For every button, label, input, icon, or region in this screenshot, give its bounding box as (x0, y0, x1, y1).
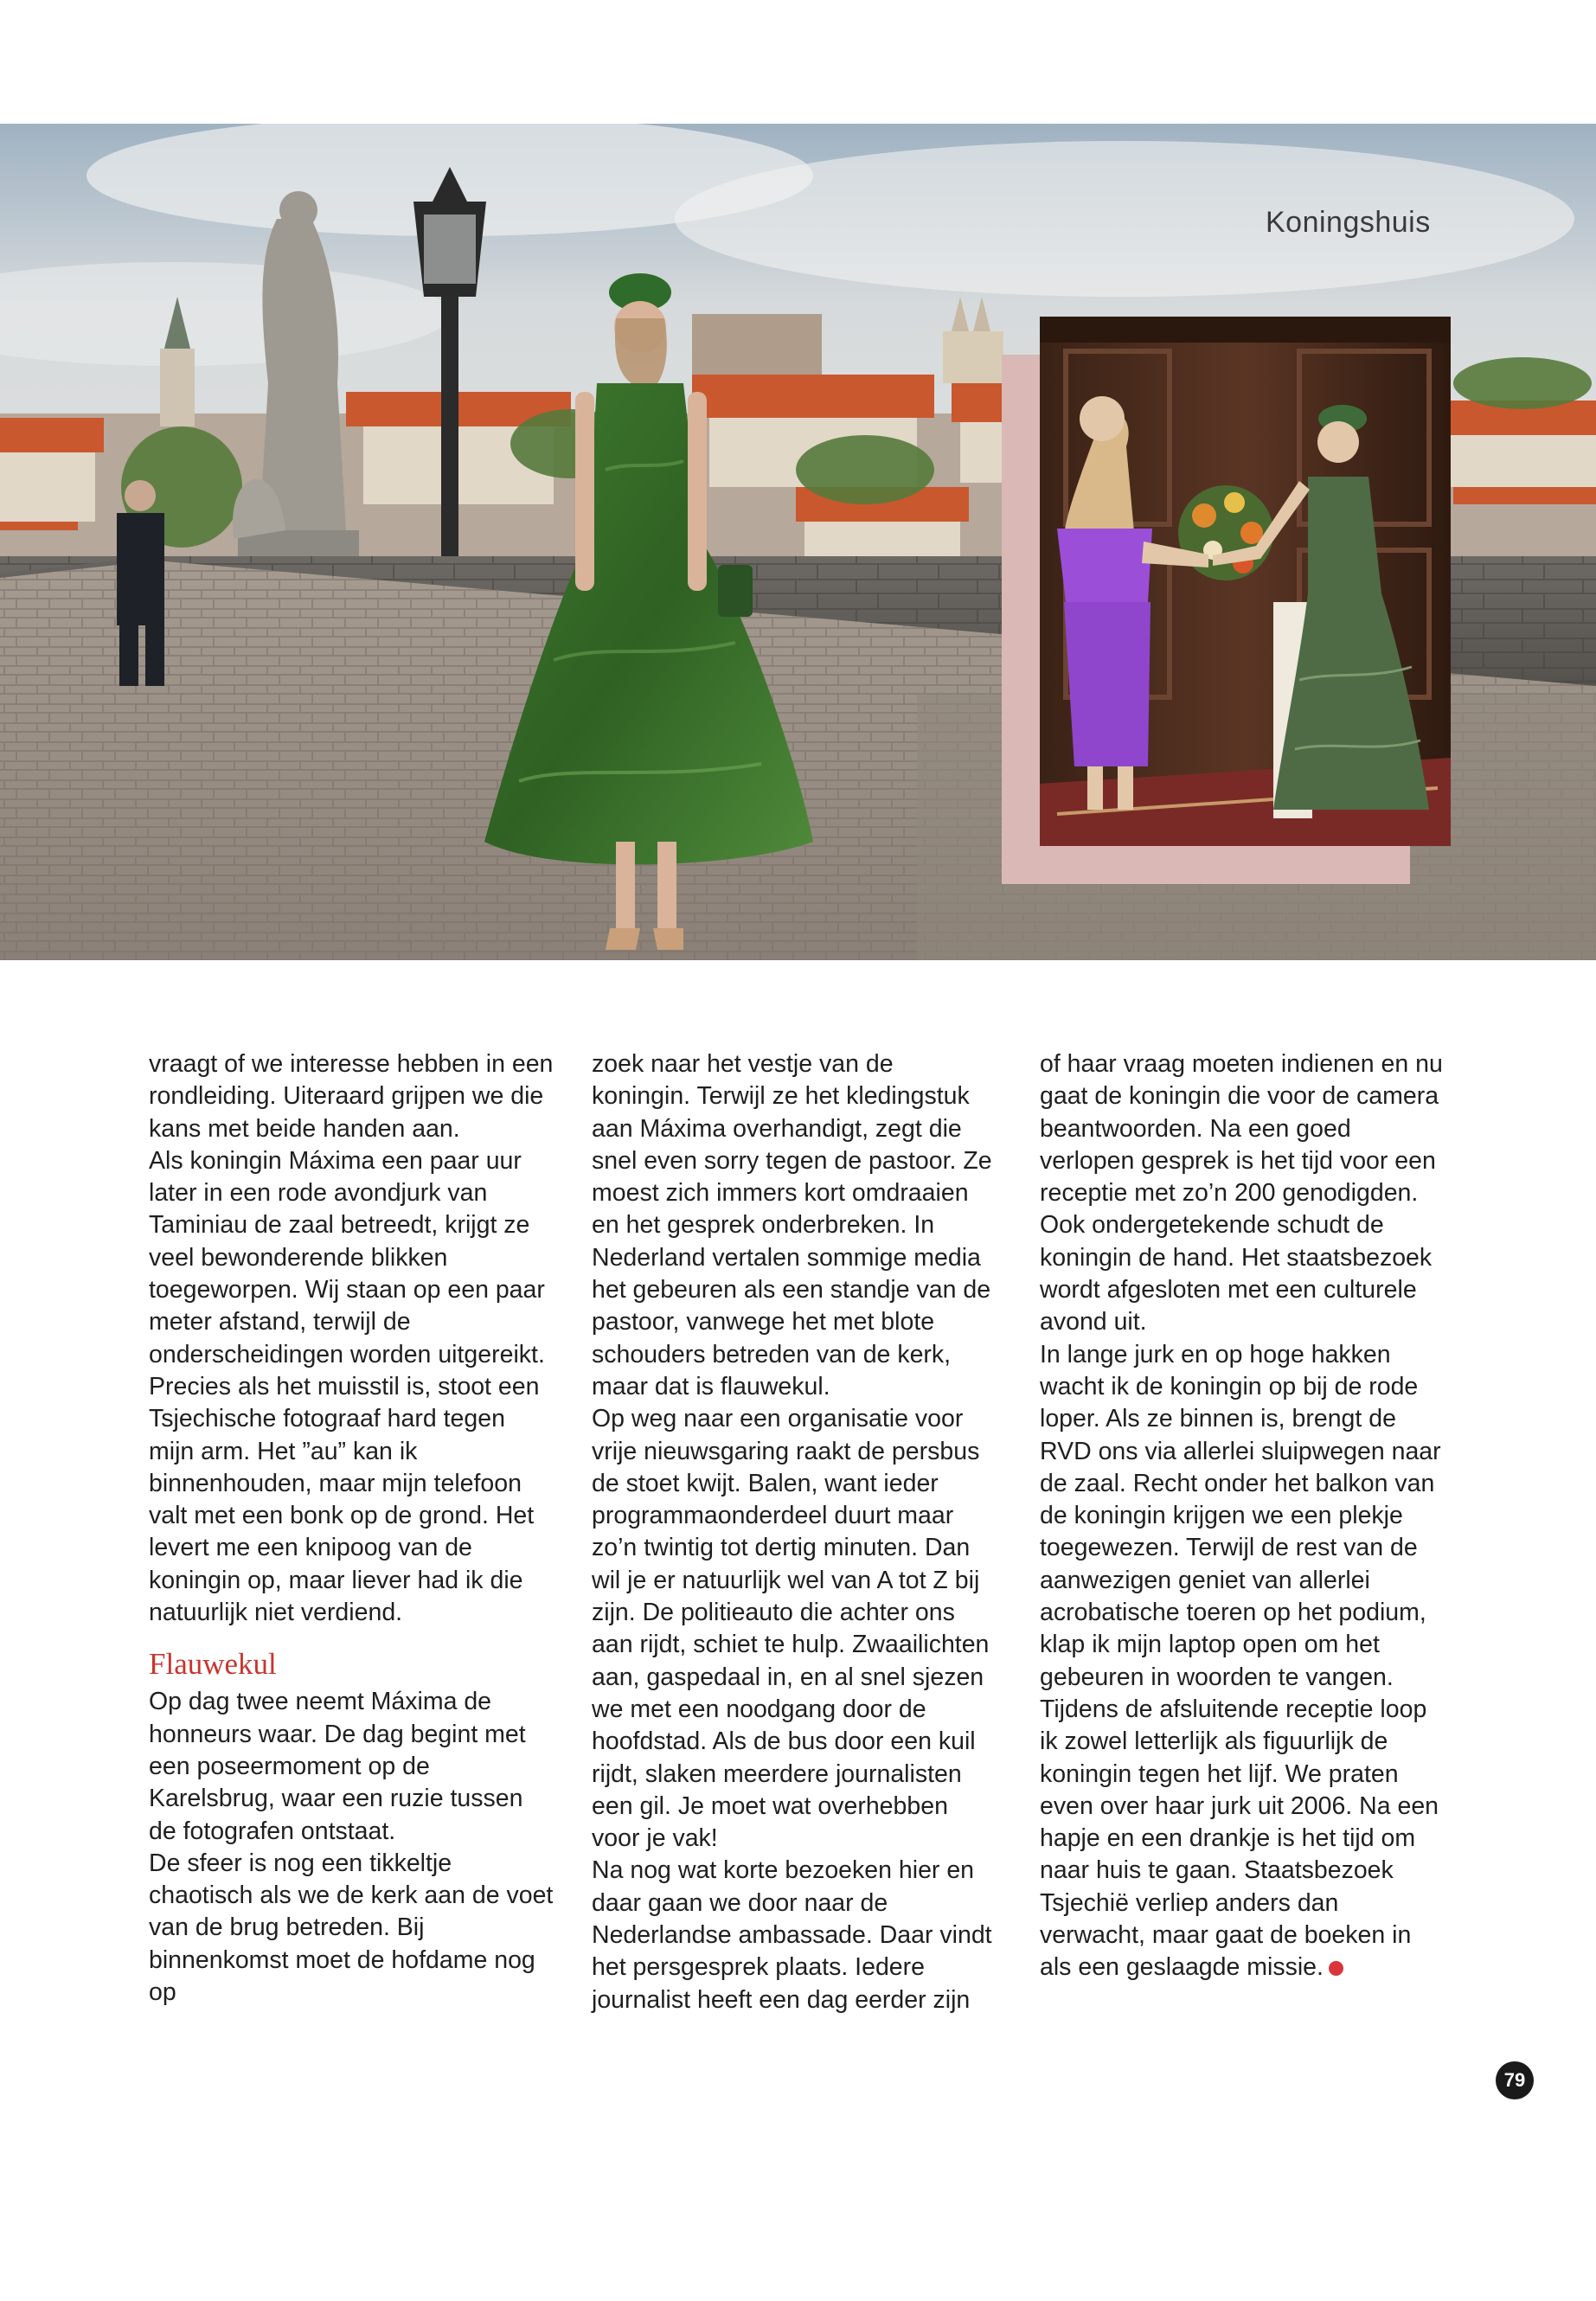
paragraph: Op dag twee neemt Máxima de honneurs waar. De dag begint met een poseermoment op de Karelsbrug, waar een ruzie tussen de fotografen ontstaat. (149, 1688, 526, 1845)
paragraph-last-text: In lange jurk en op hoge hakken wacht ik de koningin op bij de rode loper. Als ze binnen is, brengt de RVD ons via allerlei sluipwegen naar de zaal. Recht onder het balkon van de koningin krijgen we een plekje toegewezen. Terwijl de rest van de aanwezigen geniet van allerlei acrobatische toeren op het podium, klap ik mijn laptop open om het gebeuren in woorden te vangen. Tijdens de afsluitende receptie loop ik zowel letterlijk als figuurlijk de koningin tegen het lijf. We praten even over haar jurk uit 2006. Na een hapje en een drankje is het tijd om naar huis te gaan. Staatsbezoek Tsjechië verliep anders dan verwacht, maar gaat de boeken in als een geslaagde missie. (1040, 1340, 1441, 1982)
section-label: Koningshuis (1266, 206, 1431, 239)
end-mark-icon (1329, 1961, 1343, 1976)
subheading-flauwekul: Flauwekul (149, 1647, 277, 1682)
text-column-3 (1040, 1048, 1446, 1984)
text-column-1 (149, 1048, 555, 2009)
paragraph: Op weg naar een organisatie voor vrije nieuwsgaring raakt de persbus de stoet kwijt. Balen, want ieder programmaonderdeel duurt maar zo’n twintig tot dertig minuten. Dan wil je er natuurlijk wel van A tot Z bij zijn. De politieauto die achter ons aan rijdt, schiet te hulp. Zwaailichten aan, gaspedaal in, en al snel sjezen we met een noodgang door de hoofdstad. Als de bus door een kuil rijdt, slaken meerdere journalisten een gil. Je moet wat overhebben voor je vak! (592, 1405, 990, 1853)
paragraph: zoek naar het vestje van de koningin. Terwijl ze het kledingstuk aan Máxima overhandigt, zegt die snel even sorry tegen de pastoor. Ze moest zich immers kort omdraaien en het gesprek onderbreken. In Nederland vertalen sommige media het gebeuren als een standje van de pastoor, vanwege het met blote schouders betreden van de kerk, maar dat is flauwekul. (592, 1050, 992, 1400)
paragraph-last (1040, 1339, 1446, 1984)
paragraph: Als koningin Máxima een paar uur later in een rode avondjurk van Taminiau de zaal betreedt, krijgt ze veel bewonderende blikken toegeworpen. Wij staan op een paar meter afstand, terwijl de onderscheidingen worden uitgereikt. Precies als het muisstil is, stoot een Tsjechische fotograaf hard tegen mijn arm. Het ”au” kan ik binnenhouden, maar mijn telefoon valt met een bonk op de grond. Het levert me een knipoog van de koningin op, maar liever had ik die natuurlijk niet verdiend. (149, 1146, 545, 1627)
page-number: 79 (1496, 2061, 1534, 2099)
paragraph: of haar vraag moeten indienen en nu gaat de koningin die voor de camera beantwoorden. Na een goed verlopen gesprek is het tijd voor een receptie met zo’n 200 genodigden. Ook ondergetekende schudt de koningin de hand. Het staatsbezoek wordt afgesloten met een culturele avond uit. (1040, 1050, 1443, 1336)
paragraph: De sfeer is nog een tikkeltje chaotisch als we de kerk aan de voet van de brug betreden. Bij binnenkomst moet de hofdame nog op (149, 1849, 554, 2007)
inset-photo (1040, 317, 1451, 846)
inset-photo-illustration (1040, 317, 1451, 846)
paragraph: vraagt of we interesse hebben in een rondleiding. Uiteraard grijpen we die kans met beide handen aan. (149, 1050, 554, 1143)
paragraph: Na nog wat korte bezoeken hier en daar gaan we door naar de Nederlandse ambassade. Daar vindt het persgesprek plaats. Iedere journalist heeft een dag eerder zijn (592, 1856, 992, 2014)
text-column-2 (592, 1048, 998, 2016)
